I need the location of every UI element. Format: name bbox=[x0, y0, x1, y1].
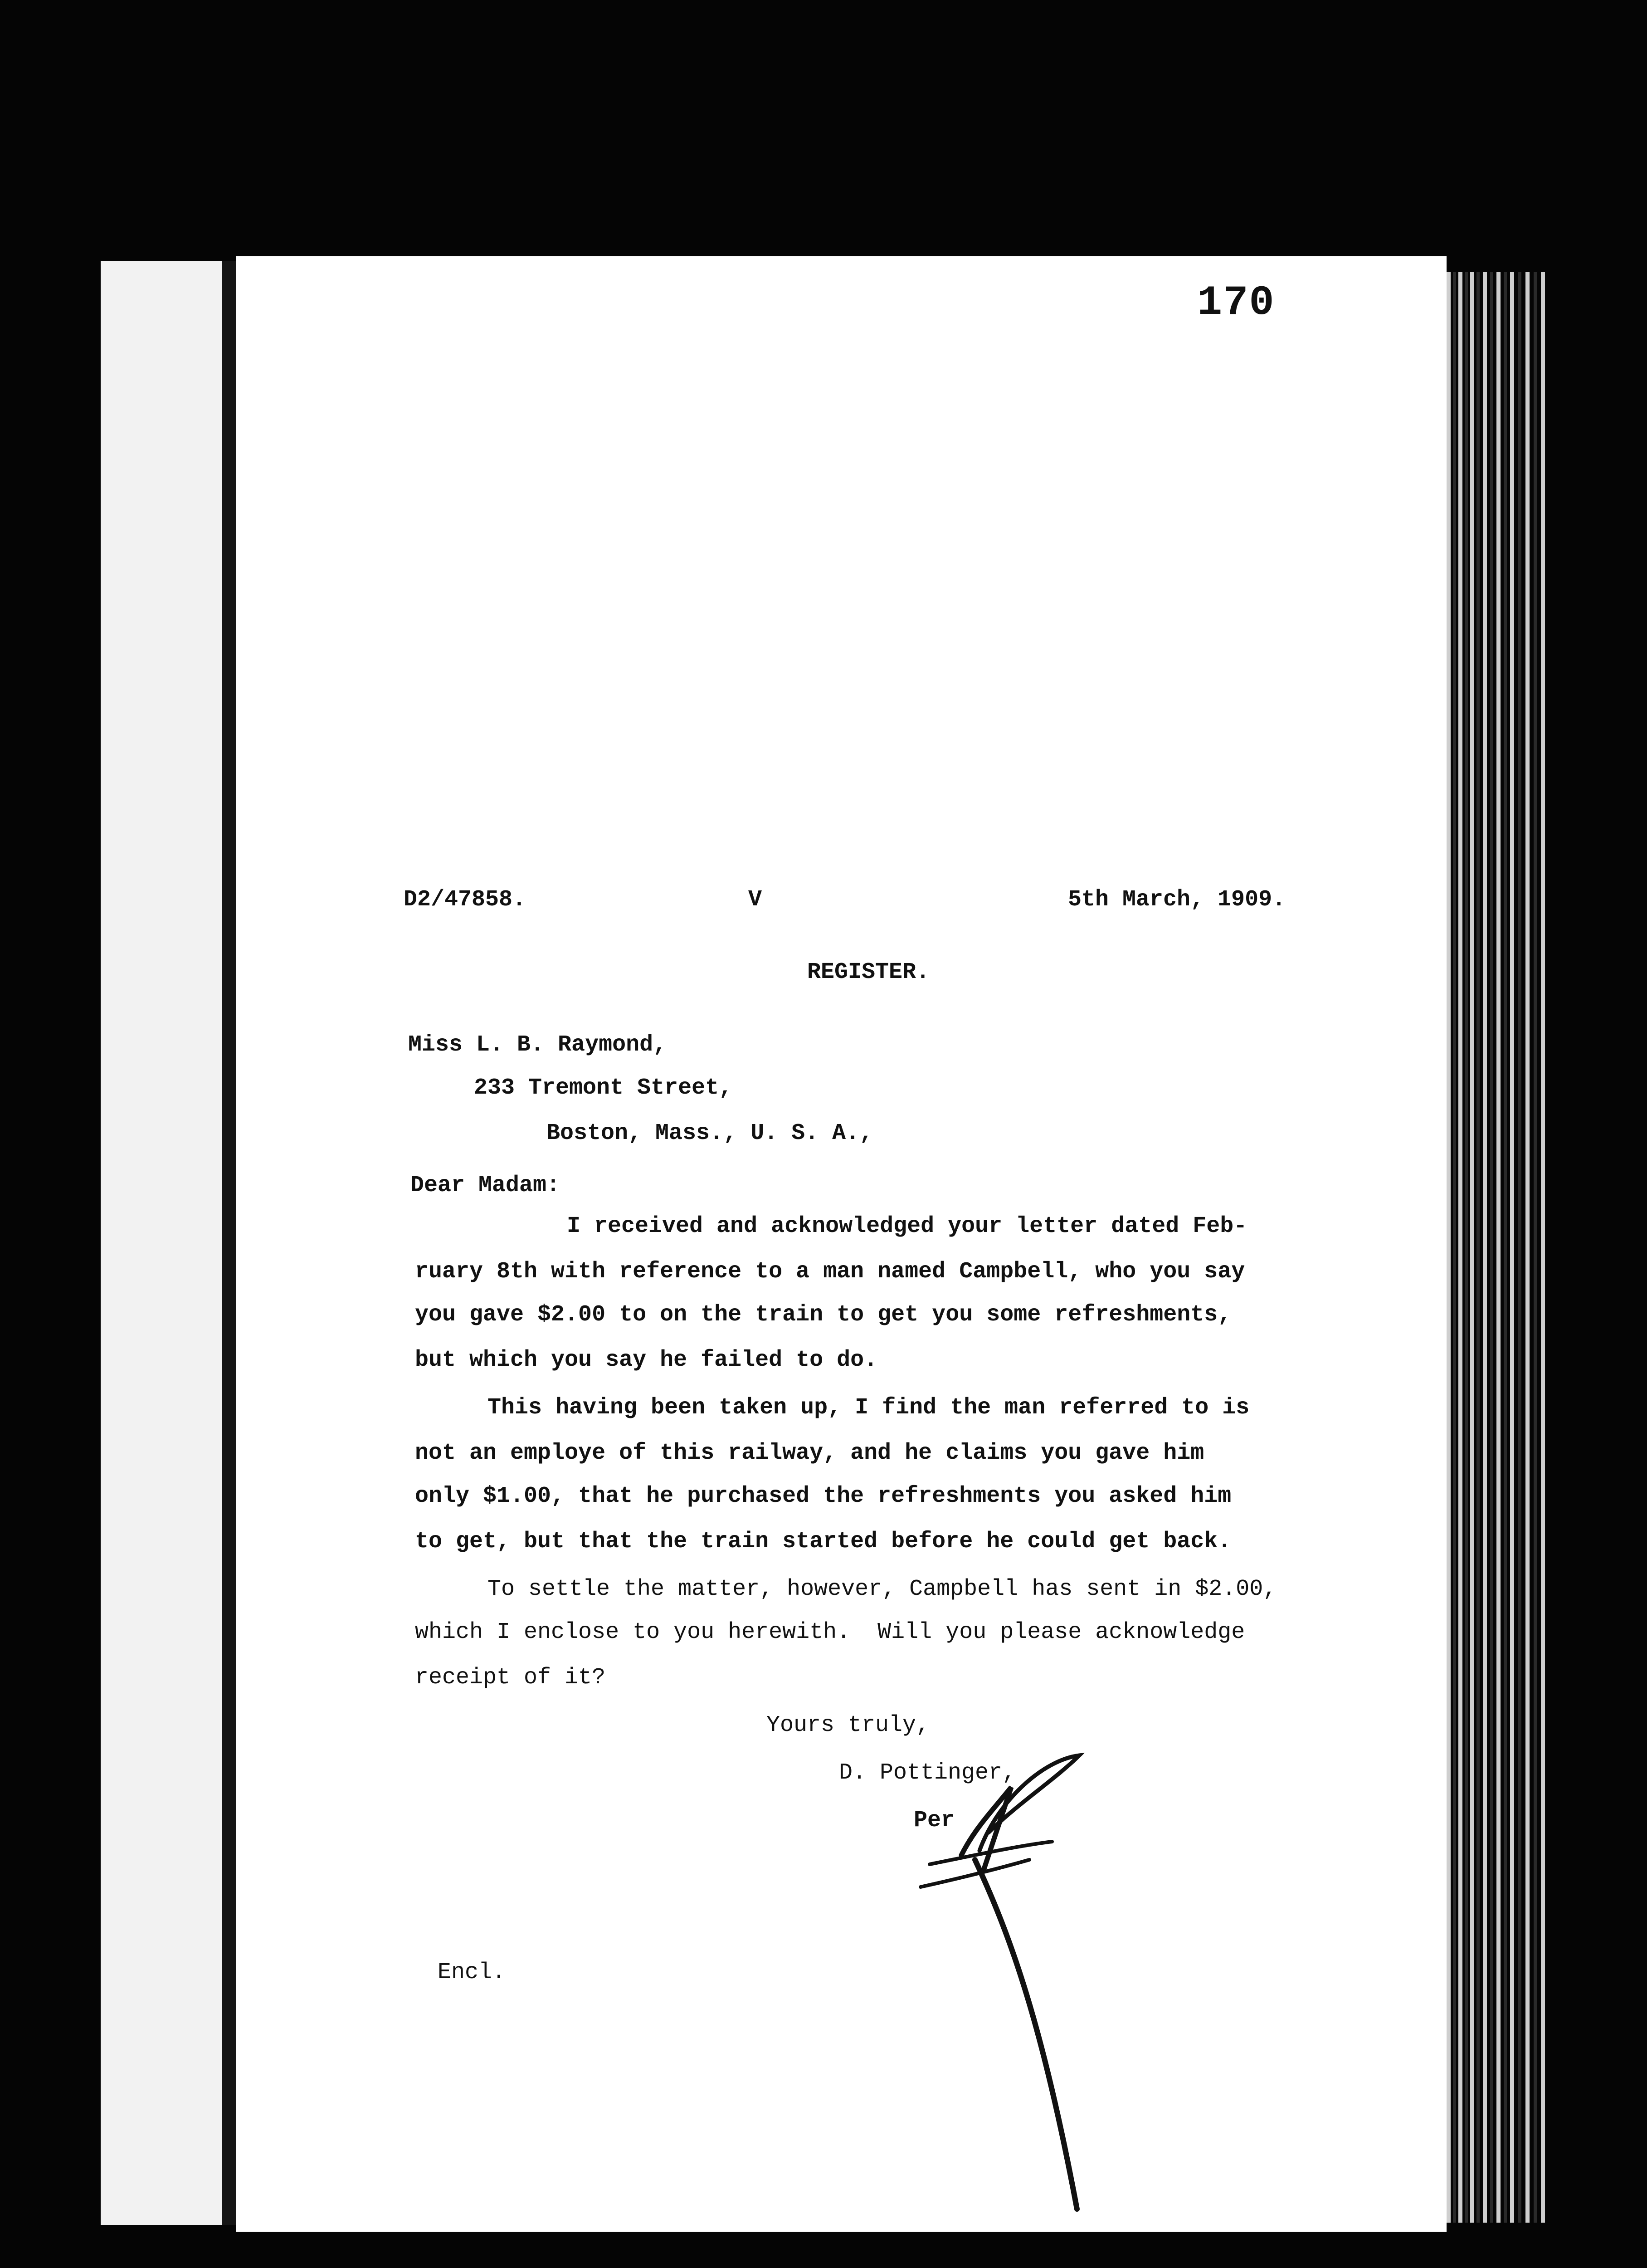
file-reference: D2/47858. bbox=[404, 887, 526, 913]
body-line: To settle the matter, however, Campbell has sent in $2.00, bbox=[487, 1576, 1277, 1602]
body-line: receipt of it? bbox=[415, 1665, 606, 1691]
binding-gutter bbox=[222, 261, 236, 2225]
handwritten-signature bbox=[907, 1733, 1125, 2232]
body-line: to get, but that the train started before he could get back. bbox=[415, 1529, 1232, 1554]
letter-date: 5th March, 1909. bbox=[1068, 887, 1286, 913]
body-line: I received and acknowledged your letter dated Feb- bbox=[567, 1213, 1247, 1239]
body-line: This having been taken up, I find the man referred to is bbox=[487, 1395, 1250, 1421]
register-heading: REGISTER. bbox=[807, 959, 930, 985]
body-line: ruary 8th with reference to a man named Campbell, who you say bbox=[415, 1259, 1245, 1285]
salutation: Dear Madam: bbox=[410, 1173, 560, 1198]
page-number: 170 bbox=[1197, 279, 1275, 327]
per-label: Per bbox=[914, 1808, 955, 1833]
body-line: you gave $2.00 to on the train to get you some refreshments, bbox=[415, 1302, 1232, 1328]
addressee-name: Miss L. B. Raymond, bbox=[408, 1032, 667, 1058]
page-stack-edges bbox=[1447, 272, 1564, 2223]
body-line: only $1.00, that he purchased the refreshments you asked him bbox=[415, 1483, 1232, 1509]
closing: Yours truly, bbox=[766, 1712, 930, 1738]
signer-name: D. Pottinger, bbox=[839, 1760, 1016, 1786]
addressee-city: Boston, Mass., U. S. A., bbox=[546, 1120, 873, 1146]
addressee-street: 233 Tremont Street, bbox=[474, 1075, 733, 1101]
left-binding-page bbox=[101, 261, 222, 2225]
enclosure-note: Encl. bbox=[438, 1960, 506, 1985]
body-line: which I enclose to you herewith. Will you please acknowledge bbox=[415, 1619, 1245, 1645]
body-line: but which you say he failed to do. bbox=[415, 1347, 878, 1373]
body-line: not an employe of this railway, and he claims you gave him bbox=[415, 1440, 1204, 1466]
letter-page bbox=[236, 256, 1447, 2232]
file-mark: V bbox=[748, 887, 762, 913]
